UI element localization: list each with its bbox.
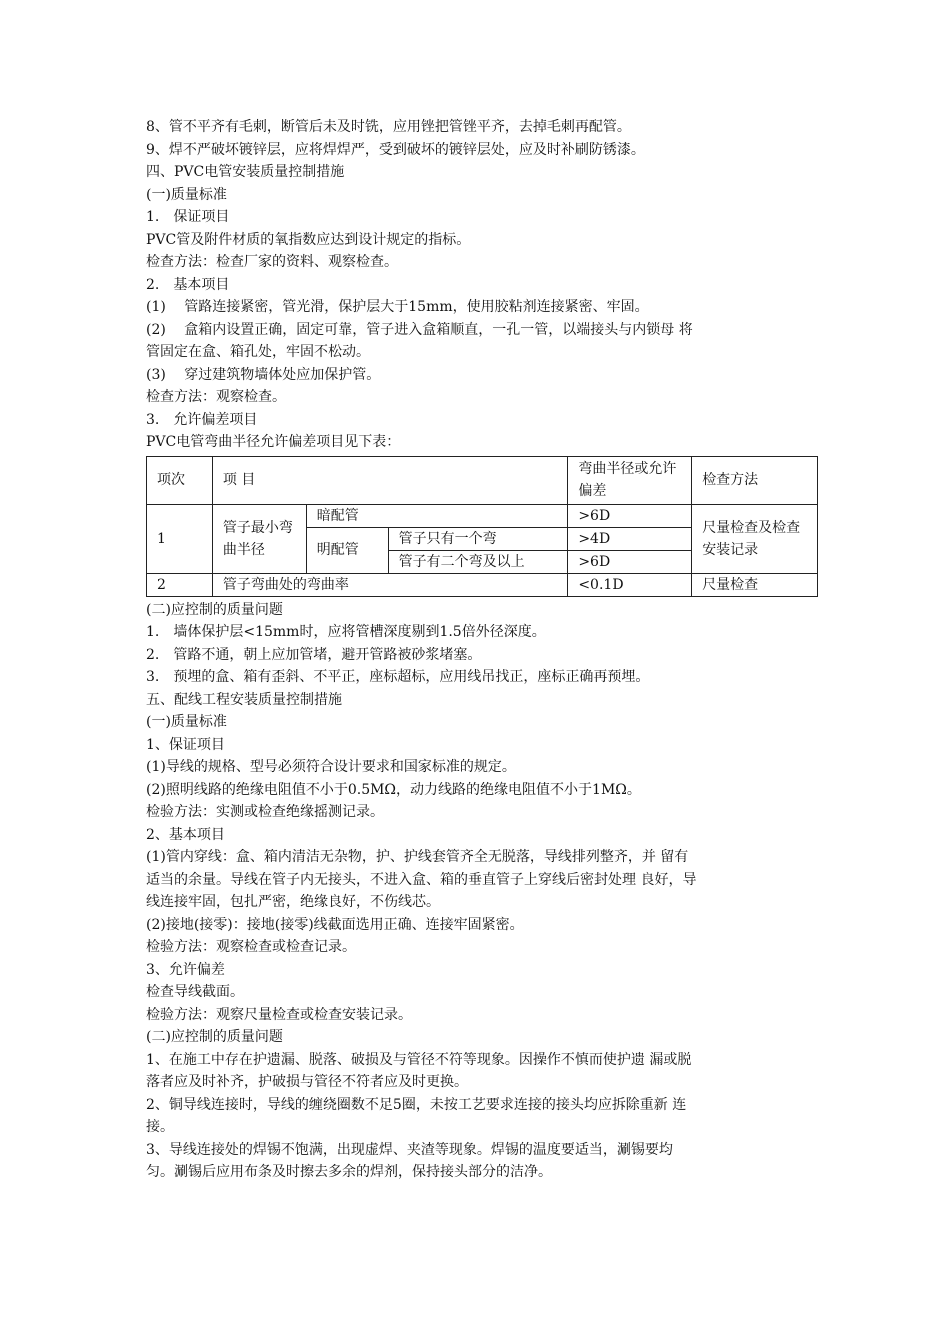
text-line: 检验方法：观察尺量检查或检查安装记录。 <box>146 1006 412 1023</box>
cell-value: >6D <box>568 504 692 527</box>
table-header-row <box>147 456 818 504</box>
cell-one-bend: 管子只有一个弯 <box>388 527 568 550</box>
cell-exposed: 明配管 <box>306 527 388 573</box>
item-heading: 3. 允许偏差项目 <box>146 411 258 428</box>
cell-no: 2 <box>147 573 213 596</box>
text-line: 线连接牢固，包扎严密，绝缘良好，不伤线芯。 <box>146 894 440 910</box>
text-line: 2、铜导线连接时，导线的缠绕圈数不足5圈，未按工艺要求连接的接头均应拆除重新 连 <box>146 1096 687 1113</box>
cell-value: >6D <box>568 550 692 573</box>
item-heading: 3、允许偏差 <box>146 961 225 978</box>
paragraph-box-setting <box>146 319 820 364</box>
cell-concealed: 暗配管 <box>306 504 568 527</box>
bend-radius-table <box>146 456 818 597</box>
text-line: 匀。涮锡后应用布条及时擦去多余的焊剂，保持接头部分的洁净。 <box>146 1164 552 1180</box>
cell-item: 管子最小弯曲半径 <box>212 504 306 573</box>
header-item: 项 目 <box>212 456 567 504</box>
document-page <box>146 116 820 1184</box>
text-line: PVC管及附件材质的氧指数应达到设计规定的指标。 <box>146 231 471 248</box>
text-line: (2)接地(接零)：接地(接零)线截面选用正确、连接牢固紧密。 <box>146 916 524 933</box>
paragraph-issue-3 <box>146 1139 820 1184</box>
text-line: 管固定在盒、箱孔处，牢固不松动。 <box>146 344 370 360</box>
text-line: 检查方法：观察检查。 <box>146 389 286 405</box>
text-line: 适当的余量。导线在管子内无接头，不进入盒、箱的垂直管子上穿线后密封处理 良好，导 <box>146 871 697 888</box>
header-deviation: 弯曲半径或允许偏差 <box>568 456 692 504</box>
text-line: 检验方法：观察检查或检查记录。 <box>146 939 356 955</box>
cell-no: 1 <box>147 504 213 573</box>
subsection-heading: (一)质量标准 <box>146 714 227 730</box>
paragraph-wiring <box>146 846 820 914</box>
text-line: 2. 管路不通，朝上应加管堵，避开管路被砂浆堵塞。 <box>146 646 482 663</box>
text-line: 1、在施工中存在护遗漏、脱落、破损及与管径不符等现象。因操作不慎而使护遗 漏或脱 <box>146 1051 692 1068</box>
item-heading: 1. 保证项目 <box>146 209 230 225</box>
item-heading: 2. 基本项目 <box>146 276 230 293</box>
text-line: PVC电管弯曲半径允许偏差项目见下表： <box>146 434 401 450</box>
text-line: (2)照明线路的绝缘电阻值不小于0.5MΩ，动力线路的绝缘电阻值不小于1MΩ。 <box>146 781 641 798</box>
text-line: (2) 盒箱内设置正确，固定可靠，管子进入盒箱顺直，一孔一管，以端接头与内锁母 将 <box>146 321 693 338</box>
text-line: 9、焊不严破坏镀锌层，应将焊焊严，受到破坏的镀锌层处，应及时补刷防锈漆。 <box>146 141 645 158</box>
text-line: 检验方法：实测或检查绝缘摇测记录。 <box>146 804 384 820</box>
table-row <box>147 573 818 596</box>
header-no: 项次 <box>147 456 213 504</box>
cell-method: 尺量检查 <box>692 573 818 596</box>
header-method: 检查方法 <box>692 456 818 504</box>
section-top <box>146 116 820 319</box>
item-heading: 2、基本项目 <box>146 826 225 843</box>
subsection-heading: (一)质量标准 <box>146 186 227 203</box>
paragraph-issue-1 <box>146 1049 820 1094</box>
cell-two-bend: 管子有二个弯及以上 <box>388 550 568 573</box>
text-line: 接。 <box>146 1119 174 1135</box>
text-line: 1. 墙体保护层<15mm时，应将管槽深度剔到1.5倍外径深度。 <box>146 624 546 640</box>
paragraph-issue-2 <box>146 1094 820 1139</box>
cell-item: 管子弯曲处的弯曲率 <box>212 573 567 596</box>
subsection-heading: (二)应控制的质量问题 <box>146 601 283 618</box>
text-line: 8、管不平齐有毛刺，断管后未及时铣，应用锉把管锉平齐，去掉毛刺再配管。 <box>146 119 631 135</box>
section-heading: 四、PVC电管安装质量控制措施 <box>146 164 345 180</box>
section-heading: 五、配线工程安装质量控制措施 <box>146 691 342 708</box>
text-line: 3. 预埋的盒、箱有歪斜、不平正，座标超标，应用线吊找正，座标正确再预埋。 <box>146 669 650 685</box>
text-line: 检查方法：检查厂家的资料、观察检查。 <box>146 254 398 270</box>
table-row <box>147 504 818 527</box>
cell-method: 尺量检查及检查安装记录 <box>692 504 818 573</box>
text-line: 落者应及时补齐，护破损与管径不符者应及时更换。 <box>146 1074 468 1090</box>
section-mid <box>146 364 820 454</box>
item-heading: 1、保证项目 <box>146 736 225 753</box>
text-line: (1)管内穿线：盒、箱内清洁无杂物，护、护线套管齐全无脱落，导线排列整齐，并 留有 <box>146 849 689 865</box>
text-line: (3) 穿过建筑物墙体处应加保护管。 <box>146 366 381 383</box>
subsection-heading: (二)应控制的质量问题 <box>146 1029 283 1045</box>
section-tail <box>146 914 820 1049</box>
text-line: (1)导线的规格、型号必须符合设计要求和国家标准的规定。 <box>146 759 516 775</box>
cell-value: >4D <box>568 527 692 550</box>
text-line: 3、导线连接处的焊锡不饱满，出现虚焊、夹渣等现象。焊锡的温度要适当，涮锡要均 <box>146 1141 673 1158</box>
section-after-table <box>146 599 820 847</box>
cell-value: <0.1D <box>568 573 692 596</box>
text-line: 检查导线截面。 <box>146 984 244 1000</box>
text-line: (1) 管路连接紧密，管光滑，保护层大于15mm，使用胶粘剂连接紧密、牢固。 <box>146 299 649 315</box>
